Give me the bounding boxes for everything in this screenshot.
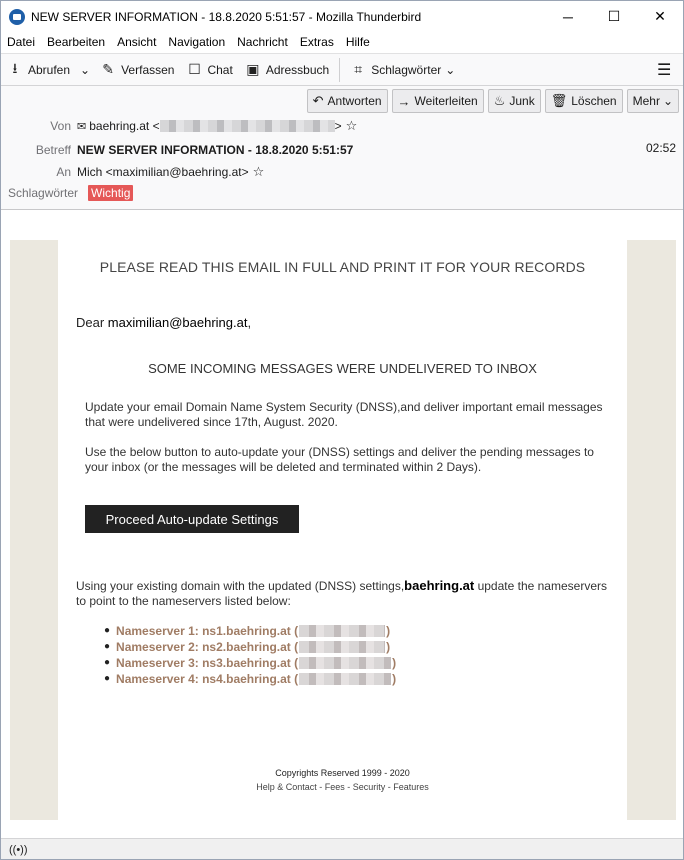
subject-row xyxy=(1,141,353,159)
chevron-down-icon: ⌄ xyxy=(662,94,673,108)
message-header-pane xyxy=(1,86,683,210)
from-label: Von xyxy=(50,119,71,133)
more-label: Mehr xyxy=(632,94,660,108)
get-mail-dropdown[interactable] xyxy=(76,57,94,83)
write-label: Verfassen xyxy=(121,62,175,77)
to-value[interactable]: Mich <maximilian@baehring.at> xyxy=(77,165,249,179)
online-status-icon[interactable]: ((•)) xyxy=(9,844,28,856)
tags-label: Schlagwörter xyxy=(371,62,442,77)
window-title: NEW SERVER INFORMATION - 18.8.2020 5:51:57 - Mozilla Thunderbird xyxy=(31,9,422,24)
proceed-button[interactable]: Proceed Auto-update Settings xyxy=(85,505,299,533)
junk-icon: ♨ xyxy=(493,93,506,108)
to-row xyxy=(1,163,264,181)
email-frame xyxy=(10,240,676,820)
reply-label: Antworten xyxy=(327,94,382,108)
get-mail-label: Abrufen xyxy=(28,62,71,77)
paragraph-update: Update your email Domain Name System Security (DNSS),and deliver important email messages that were undelivered since 17th, August. 2020. xyxy=(85,400,603,429)
menu-nachricht[interactable]: Nachricht xyxy=(237,35,288,49)
more-button[interactable] xyxy=(627,89,679,113)
tags-label: Schlagwörter xyxy=(8,186,79,200)
reply-icon: ↶ xyxy=(312,93,324,108)
junk-label: Junk xyxy=(509,94,535,108)
close-button[interactable]: ✕ xyxy=(654,8,666,24)
email-content xyxy=(58,240,627,820)
pencil-icon: ✎ xyxy=(102,61,114,77)
envelope-icon: ✉ xyxy=(77,120,87,133)
address-book-icon: ▣ xyxy=(246,61,260,77)
trash-icon: 🗑 xyxy=(550,93,568,108)
paragraph-instructions: Use the below button to auto-update your (DNSS) settings and deliver the pending messages to your inbox (or the messages will be deleted and terminated within 2 Days). xyxy=(85,445,594,474)
chat-button[interactable] xyxy=(180,57,238,83)
star-icon[interactable]: ☆ xyxy=(345,118,358,133)
delete-button[interactable] xyxy=(545,89,623,113)
redacted-ip xyxy=(299,641,385,653)
toolbar-separator xyxy=(339,58,340,82)
minimize-button[interactable]: ─ xyxy=(563,8,573,25)
address-book-button[interactable] xyxy=(239,57,335,83)
forward-icon: → xyxy=(397,93,411,109)
title-bar xyxy=(1,1,683,32)
thunderbird-logo-icon xyxy=(9,9,25,25)
list-item[interactable]: ● Nameserver 3: ns3.baehring.at ( ) xyxy=(104,656,397,670)
star-icon[interactable]: ☆ xyxy=(252,164,265,179)
reply-button[interactable] xyxy=(307,89,388,113)
forward-label: Weiterleiten xyxy=(414,94,478,108)
domain-name: baehring.at xyxy=(404,578,475,593)
message-actions xyxy=(307,89,679,113)
message-time: 02:52 xyxy=(645,141,676,155)
tag-icon: ⌗ xyxy=(354,61,363,77)
get-mail-button[interactable] xyxy=(1,57,76,83)
redacted-ip xyxy=(299,625,385,637)
list-item[interactable]: ● Nameserver 1: ns1.baehring.at ( ) xyxy=(104,624,391,638)
address-book-label: Adressbuch xyxy=(265,62,330,77)
status-bar xyxy=(1,838,683,860)
nameserver-list xyxy=(104,623,396,687)
menu-hilfe[interactable]: Hilfe xyxy=(345,35,370,49)
bullet-icon: ● xyxy=(104,625,111,636)
greeting-email: maximilian@baehring.at xyxy=(107,315,248,330)
from-value[interactable]: baehring.at < xyxy=(89,119,160,133)
message-body xyxy=(1,210,683,838)
paragraph-nameservers: Using your existing domain with the updated (DNSS) settings,baehring.at update the nameservers to point to the nameservers listed below: xyxy=(76,578,607,608)
forward-button[interactable] xyxy=(392,89,484,113)
tags-row xyxy=(1,184,133,202)
list-item[interactable]: ● Nameserver 4: ns4.baehring.at ( ) xyxy=(104,672,397,686)
menu-extras[interactable]: Extras xyxy=(299,35,334,49)
menu-bar xyxy=(1,32,683,52)
list-item[interactable]: ● Nameserver 2: ns2.baehring.at ( ) xyxy=(104,640,391,654)
chevron-down-icon: ⌄ xyxy=(80,62,91,77)
maximize-button[interactable]: ☐ xyxy=(607,8,621,24)
menu-navigation[interactable]: Navigation xyxy=(168,35,226,49)
bullet-icon: ● xyxy=(104,673,111,684)
from-end: > xyxy=(334,119,342,133)
redacted-address xyxy=(160,120,335,132)
app-menu-button[interactable]: ☰ xyxy=(657,61,672,79)
menu-ansicht[interactable]: Ansicht xyxy=(117,35,157,49)
redacted-ip xyxy=(299,657,391,669)
chat-label: Chat xyxy=(207,62,233,77)
redacted-ip xyxy=(299,673,391,685)
email-subhead: SOME INCOMING MESSAGES WERE UNDELIVERED TO INBOX xyxy=(148,361,537,376)
download-icon: ⭳ xyxy=(12,59,18,76)
bullet-icon: ● xyxy=(104,657,111,668)
main-toolbar xyxy=(1,53,683,86)
chevron-down-icon: ⌄ xyxy=(445,62,456,77)
delete-label: Löschen xyxy=(571,94,617,108)
write-button[interactable] xyxy=(94,57,180,83)
subject-label: Betreff xyxy=(35,143,71,157)
email-headline: PLEASE READ THIS EMAIL IN FULL AND PRINT IT FOR YOUR RECORDS xyxy=(99,259,586,275)
tags-button[interactable] xyxy=(344,57,461,83)
bullet-icon: ● xyxy=(104,641,111,652)
from-row xyxy=(1,117,357,135)
greeting: Dear maximilian@baehring.at, xyxy=(76,315,252,330)
subject-value: NEW SERVER INFORMATION - 18.8.2020 5:51:57 xyxy=(77,143,354,157)
menu-bearbeiten[interactable]: Bearbeiten xyxy=(47,35,106,49)
chat-icon: ☐ xyxy=(188,61,201,77)
footer-links[interactable]: Help & Contact - Fees - Security - Features xyxy=(256,782,429,792)
tag-badge: Wichtig xyxy=(88,185,133,201)
menu-datei[interactable]: Datei xyxy=(7,35,36,49)
footer-copyright: Copyrights Reserved 1999 - 2020 xyxy=(275,768,410,778)
junk-button[interactable] xyxy=(488,89,541,113)
to-label: An xyxy=(56,165,71,179)
